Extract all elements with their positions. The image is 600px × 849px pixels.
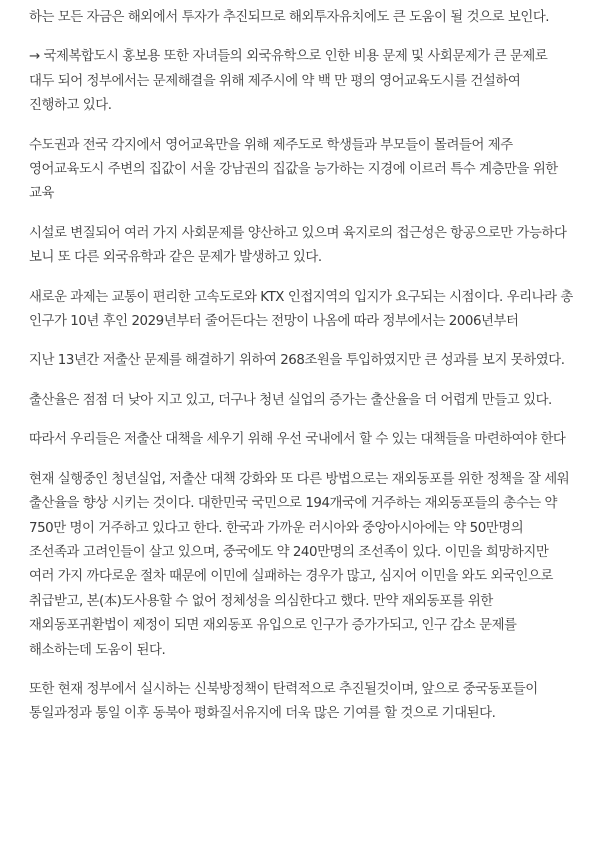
article-body <box>29 6 574 727</box>
paragraph-10: 또한 현재 정부에서 실시하는 신북방정책이 탄력적으로 추진될것이며, 앞으로 중국동포들이 통일과정과 통일 이후 동북아 평화질서유지에 더욱 많은 기여를 할 것으로 기대된다. <box>29 681 538 722</box>
paragraph-6: 지난 13년간 저출산 문제를 해결하기 위하여 268조원을 투입하였지만 큰 성과를 보지 못하였다. <box>29 353 565 369</box>
paragraph-5: 새로운 과제는 교통이 편리한 고속도로와 KTX 인접지역의 입지가 요구되는 시점이다. 우리나라 총 인구가 10년 후인 2029년부터 줄어든다는 전망이 나옴에 따라 정부에서는 2006년부터 <box>29 289 573 330</box>
paragraph-2: → 국제복합도시 홍보용 또한 자녀들의 외국유학으로 인한 비용 문제 및 사회문제가 큰 문제로 대두 되어 정부에서는 문제해결을 위해 제주시에 약 백 만 평의 영어교육도시를 건설하여 진행하고 있다. <box>29 49 548 114</box>
paragraph-3: 수도권과 전국 각지에서 영어교육만을 위해 제주도로 학생들과 부모들이 몰려들어 제주 영어교육도시 주변의 집값이 서울 강남권의 집값을 능가하는 지경에 이르러 특수 계층만을 위한 교육 <box>29 137 558 202</box>
paragraph-8: 따라서 우리들은 저출산 대책을 세우기 위해 우선 국내에서 할 수 있는 대책들을 마련하여야 한다 <box>29 432 566 448</box>
paragraph-4: 시설로 변질되어 여러 가지 사회문제를 양산하고 있으며 육지로의 접근성은 항공으로만 가능하다 보니 또 다른 외국유학과 같은 문제가 발생하고 있다. <box>29 225 567 266</box>
paragraph-7: 출산율은 점점 더 낮아 지고 있고, 더구나 청년 실업의 증가는 출산율을 더 어렵게 만들고 있다. <box>29 392 552 408</box>
paragraph-9: 현재 실행중인 청년실업, 저출산 대책 강화와 또 다른 방법으로는 재외동포를 위한 정책을 잘 세워 출산율을 향상 시키는 것이다. 대한민국 국민으로 194개국에 거주하는 재외동포들의 총수는 약 750만 명이 거주하고 있다고 한다. 한국과 가까운 러시아와 중앙아시아에는 약 50만명의 조선족과 고려인들이 살고 있으며, 중국에도 약 240만명의 조선족이 있다. 이민을 희망하지만 여러 가지 까다로운 절차 때문에 이민에 실패하는 경우가 많고, 심지어 이민을 와도 외국인으로 취급받고, 본(本)도사용할 수 없어 정체성을 의심한다고 했다. 만약 재외동포를 위한 재외동포귀환법이 제정이 되면 재외동포 유입으로 인구가 증가가되고, 인구 감소 문제를 해소하는데 도움이 된다. <box>29 471 570 658</box>
paragraph-1: 하는 모든 자금은 해외에서 투자가 추진되므로 해외투자유치에도 큰 도움이 될 것으로 보인다. <box>29 10 550 25</box>
